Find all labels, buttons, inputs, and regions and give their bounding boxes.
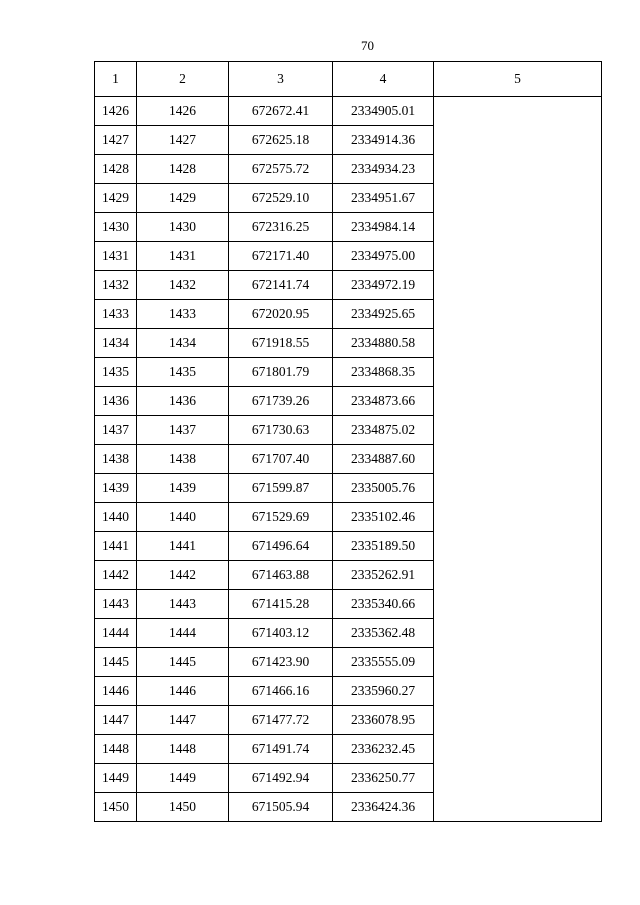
point-number-cell: 1446 <box>95 677 137 706</box>
point-id-cell: 1433 <box>137 300 229 329</box>
point-number-cell: 1438 <box>95 445 137 474</box>
page-number: 70 <box>361 38 374 53</box>
header-cell-2: 2 <box>137 62 229 97</box>
header-cell-4: 4 <box>333 62 434 97</box>
y-coordinate-cell: 2334951.67 <box>333 184 434 213</box>
point-number-cell: 1432 <box>95 271 137 300</box>
point-number-cell: 1439 <box>95 474 137 503</box>
notes-cell <box>434 97 602 822</box>
point-number-cell: 1450 <box>95 793 137 822</box>
point-id-cell: 1441 <box>137 532 229 561</box>
y-coordinate-cell: 2334905.01 <box>333 97 434 126</box>
point-id-cell: 1440 <box>137 503 229 532</box>
point-number-cell: 1443 <box>95 590 137 619</box>
point-id-cell: 1450 <box>137 793 229 822</box>
point-number-cell: 1449 <box>95 764 137 793</box>
x-coordinate-cell: 672575.72 <box>229 155 333 184</box>
point-id-cell: 1436 <box>137 387 229 416</box>
y-coordinate-cell: 2334868.35 <box>333 358 434 387</box>
point-id-cell: 1428 <box>137 155 229 184</box>
x-coordinate-cell: 672020.95 <box>229 300 333 329</box>
x-coordinate-cell: 671477.72 <box>229 706 333 735</box>
y-coordinate-cell: 2336250.77 <box>333 764 434 793</box>
point-number-cell: 1429 <box>95 184 137 213</box>
header-cell-3: 3 <box>229 62 333 97</box>
x-coordinate-cell: 671415.28 <box>229 590 333 619</box>
y-coordinate-cell: 2335362.48 <box>333 619 434 648</box>
point-id-cell: 1439 <box>137 474 229 503</box>
point-id-cell: 1426 <box>137 97 229 126</box>
point-number-cell: 1445 <box>95 648 137 677</box>
x-coordinate-cell: 671529.69 <box>229 503 333 532</box>
y-coordinate-cell: 2334914.36 <box>333 126 434 155</box>
y-coordinate-cell: 2335262.91 <box>333 561 434 590</box>
point-number-cell: 1431 <box>95 242 137 271</box>
point-id-cell: 1442 <box>137 561 229 590</box>
point-number-cell: 1442 <box>95 561 137 590</box>
point-id-cell: 1449 <box>137 764 229 793</box>
table-header <box>95 62 602 97</box>
y-coordinate-cell: 2335102.46 <box>333 503 434 532</box>
point-id-cell: 1447 <box>137 706 229 735</box>
x-coordinate-cell: 671707.40 <box>229 445 333 474</box>
table-row <box>95 97 602 126</box>
point-id-cell: 1448 <box>137 735 229 764</box>
point-number-cell: 1433 <box>95 300 137 329</box>
y-coordinate-cell: 2335555.09 <box>333 648 434 677</box>
y-coordinate-cell: 2334934.23 <box>333 155 434 184</box>
y-coordinate-cell: 2335340.66 <box>333 590 434 619</box>
point-id-cell: 1430 <box>137 213 229 242</box>
point-number-cell: 1427 <box>95 126 137 155</box>
point-number-cell: 1426 <box>95 97 137 126</box>
point-number-cell: 1435 <box>95 358 137 387</box>
y-coordinate-cell: 2336424.36 <box>333 793 434 822</box>
point-number-cell: 1448 <box>95 735 137 764</box>
y-coordinate-cell: 2334880.58 <box>333 329 434 358</box>
y-coordinate-cell: 2334925.65 <box>333 300 434 329</box>
y-coordinate-cell: 2334972.19 <box>333 271 434 300</box>
point-number-cell: 1440 <box>95 503 137 532</box>
x-coordinate-cell: 672141.74 <box>229 271 333 300</box>
point-id-cell: 1432 <box>137 271 229 300</box>
point-number-cell: 1434 <box>95 329 137 358</box>
y-coordinate-cell: 2335189.50 <box>333 532 434 561</box>
point-id-cell: 1429 <box>137 184 229 213</box>
y-coordinate-cell: 2334873.66 <box>333 387 434 416</box>
x-coordinate-cell: 671491.74 <box>229 735 333 764</box>
y-coordinate-cell: 2334975.00 <box>333 242 434 271</box>
x-coordinate-cell: 671463.88 <box>229 561 333 590</box>
point-id-cell: 1435 <box>137 358 229 387</box>
point-id-cell: 1445 <box>137 648 229 677</box>
point-id-cell: 1431 <box>137 242 229 271</box>
x-coordinate-cell: 671730.63 <box>229 416 333 445</box>
x-coordinate-cell: 671492.94 <box>229 764 333 793</box>
x-coordinate-cell: 671918.55 <box>229 329 333 358</box>
point-number-cell: 1444 <box>95 619 137 648</box>
y-coordinate-cell: 2336078.95 <box>333 706 434 735</box>
point-number-cell: 1428 <box>95 155 137 184</box>
point-id-cell: 1443 <box>137 590 229 619</box>
point-number-cell: 1436 <box>95 387 137 416</box>
x-coordinate-cell: 671496.64 <box>229 532 333 561</box>
x-coordinate-cell: 671739.26 <box>229 387 333 416</box>
y-coordinate-cell: 2334887.60 <box>333 445 434 474</box>
header-cell-5: 5 <box>434 62 602 97</box>
point-id-cell: 1427 <box>137 126 229 155</box>
point-number-cell: 1447 <box>95 706 137 735</box>
y-coordinate-cell: 2335005.76 <box>333 474 434 503</box>
x-coordinate-cell: 671466.16 <box>229 677 333 706</box>
point-id-cell: 1437 <box>137 416 229 445</box>
point-number-cell: 1441 <box>95 532 137 561</box>
x-coordinate-cell: 671505.94 <box>229 793 333 822</box>
x-coordinate-cell: 672625.18 <box>229 126 333 155</box>
point-id-cell: 1438 <box>137 445 229 474</box>
x-coordinate-cell: 672316.25 <box>229 213 333 242</box>
header-row <box>95 62 602 97</box>
y-coordinate-cell: 2334984.14 <box>333 213 434 242</box>
x-coordinate-cell: 672672.41 <box>229 97 333 126</box>
table-body <box>95 97 602 822</box>
x-coordinate-cell: 671423.90 <box>229 648 333 677</box>
point-id-cell: 1444 <box>137 619 229 648</box>
point-id-cell: 1446 <box>137 677 229 706</box>
header-cell-1: 1 <box>95 62 137 97</box>
y-coordinate-cell: 2335960.27 <box>333 677 434 706</box>
x-coordinate-cell: 672529.10 <box>229 184 333 213</box>
point-number-cell: 1430 <box>95 213 137 242</box>
y-coordinate-cell: 2334875.02 <box>333 416 434 445</box>
y-coordinate-cell: 2336232.45 <box>333 735 434 764</box>
point-id-cell: 1434 <box>137 329 229 358</box>
x-coordinate-cell: 671801.79 <box>229 358 333 387</box>
coordinates-table <box>94 61 602 822</box>
point-number-cell: 1437 <box>95 416 137 445</box>
x-coordinate-cell: 671403.12 <box>229 619 333 648</box>
x-coordinate-cell: 671599.87 <box>229 474 333 503</box>
x-coordinate-cell: 672171.40 <box>229 242 333 271</box>
